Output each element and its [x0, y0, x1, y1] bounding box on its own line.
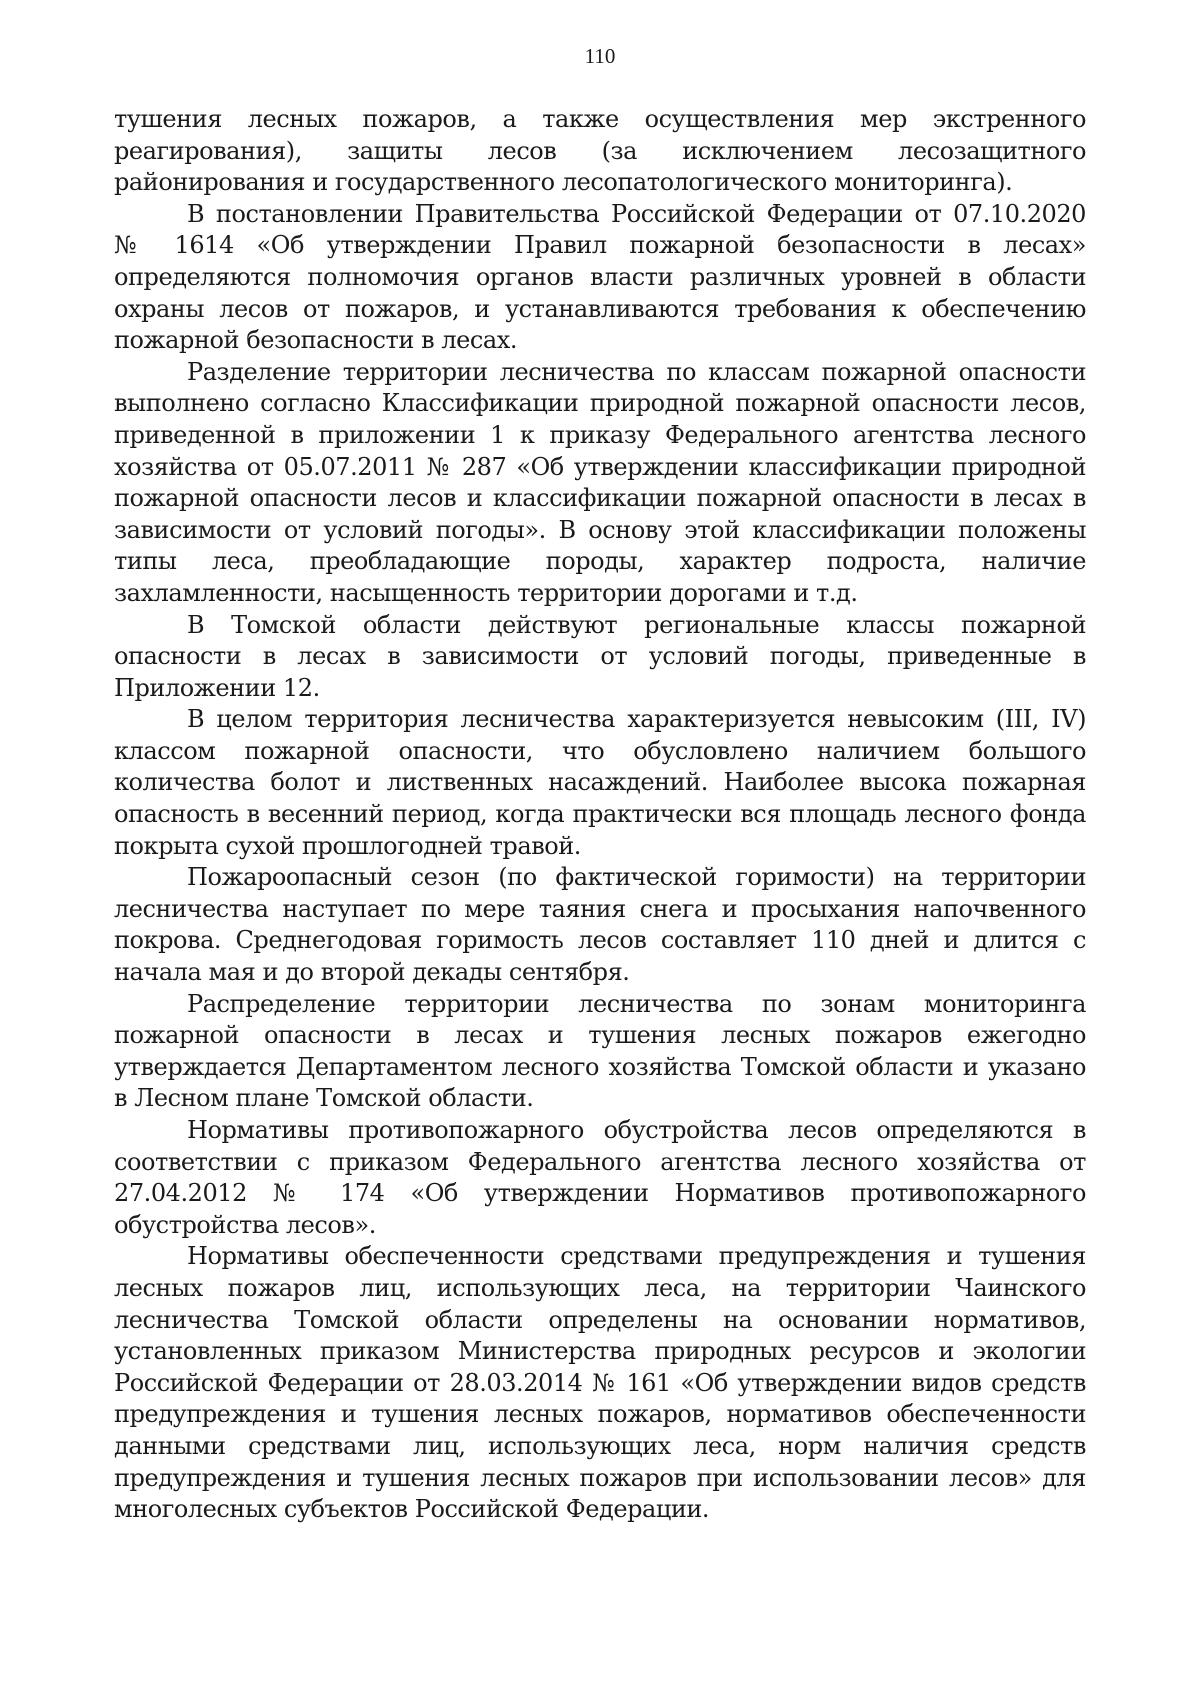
document-body [114, 104, 1086, 1526]
paragraph-territory-fire-class: В целом территория лесничества характеризуется невысоким (III, IV) классом пожарной опасности, что обусловлено наличием большого количества болот и лиственных насаждений. Наиболее высока пожарная опасность в весенний период, когда практически вся площадь лесного фонда покрыта сухой прошлогодней травой. [114, 705, 1086, 860]
page-number: 110 [584, 44, 616, 68]
paragraph-monitoring-zones: Распределение территории лесничества по зонам мониторинга пожарной опасности в лесах и тушения лесных пожаров ежегодно утверждается Департаментом лесного хозяйства Томской области и указано в Лесном плане Томской области. [114, 989, 1086, 1113]
paragraph-fire-season: Пожароопасный сезон (по фактической горимости) на территории лесничества наступает по мере таяния снега и просыхания напочвенного покрова. Среднегодовая горимость лесов составляет 110 дней и длится с начала мая и до второй декады сентября. [114, 863, 1086, 987]
paragraph-fire-prevention-norms: Нормативы противопожарного обустройства лесов определяются в соответствии с приказом Федерального агентства лесного хозяйства от 27.04.2012 № 174 «Об утверждении Нормативов противопожарного обустройства лесов». [114, 1116, 1086, 1239]
paragraph-fire-safety-rules: В постановлении Правительства Российской Федерации от 07.10.2020 № 1614 «Об утверждении Правил пожарной безопасности в лесах» определяются полномочия органов власти различных уровней в области охраны лесов от пожаров, и устанавливаются требования к обеспечению пожарной безопасности в лесах. [114, 199, 1086, 355]
paragraph-equipment-norms: Нормативы обеспеченности средствами предупреждения и тушения лесных пожаров лиц, использующих леса, на территории Чаинского лесничества Томской области определены на основании нормативов, установленных приказом Министерства природных ресурсов и экологии Российской Федерации от 28.03.2014 № 161 «Об утверждении видов средств предупреждения и тушения лесных пожаров, нормативов обеспеченности данными средствами лиц, использующих леса, норм наличия средств предупреждения и тушения лесных пожаров при использовании лесов» для многолесных субъектов Российской Федерации. [114, 1242, 1086, 1524]
paragraph-continuation: тушения лесных пожаров, а также осуществления мер экстренного реагирования), защиты лесов (за исключением лесозащитного районирования и государственного лесопатологического мониторинга). [114, 105, 1086, 197]
paragraph-fire-danger-classification: Разделение территории лесничества по классам пожарной опасности выполнено согласно Классификации природной пожарной опасности лесов, приведенной в приложении 1 к приказу Федерального агентства лесного хозяйства от 05.07.2011 № 287 «Об утверждении классификации природной пожарной опасности лесов и классификации пожарной опасности в лесах в зависимости от условий погоды». В основу этой классификации положены типы леса, преобладающие породы, характер подроста, наличие захламленности, насыщенность территории дорогами и т.д. [114, 357, 1086, 607]
paragraph-regional-classes: В Томской области действуют региональные классы пожарной опасности в лесах в зависимости от условий погоды, приведенные в Приложении 12. [114, 610, 1086, 702]
